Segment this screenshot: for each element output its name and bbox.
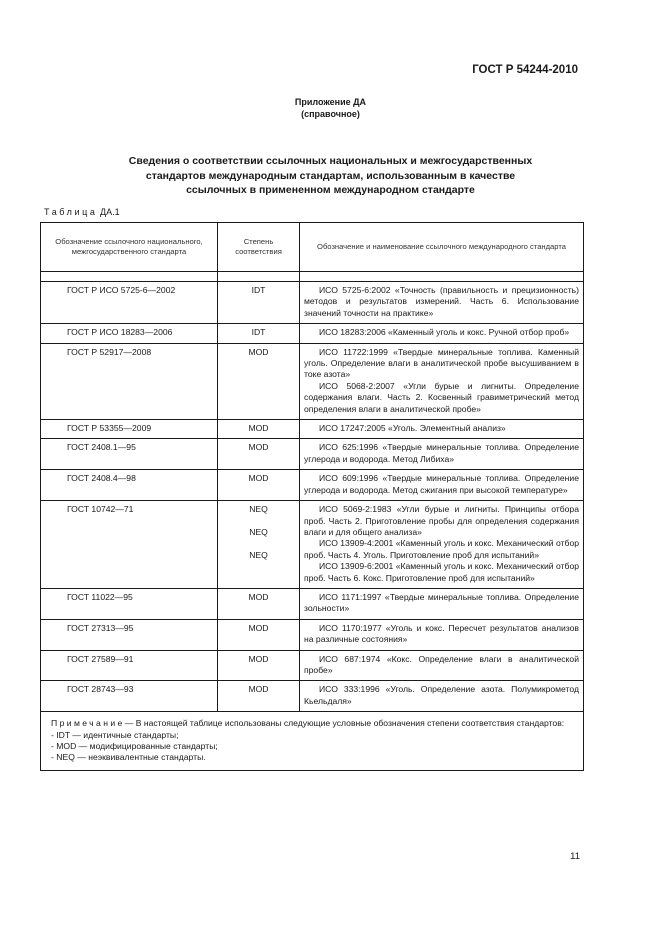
appendix-title: Приложение ДА [294, 97, 367, 107]
iso-standard-entry: ИСО 1171:1997 «Твердые минеральные топлива. Определение зольности» [304, 591, 579, 614]
table-row [41, 343, 584, 419]
degree-value: IDT [251, 327, 266, 338]
cell-degree [218, 650, 300, 681]
cell-standard: ГОСТ 10742—71 [41, 501, 218, 589]
table-body [41, 282, 584, 712]
table-row [41, 681, 584, 712]
cell-iso [300, 681, 584, 712]
cell-degree [218, 588, 300, 619]
cell-degree [218, 343, 300, 419]
degree-value: MOD [248, 653, 269, 664]
degree-value: MOD [248, 442, 269, 453]
cell-standard: ГОСТ 2408.1—95 [41, 439, 218, 470]
cell-standard: ГОСТ 27589—91 [41, 650, 218, 681]
table-note [41, 712, 584, 771]
column-header-degree: Степень соответствия [218, 223, 300, 272]
cell-standard: ГОСТ Р 53355—2009 [41, 420, 218, 439]
degree-value: NEQ [249, 504, 268, 515]
table-row [41, 501, 584, 589]
document-title [80, 154, 581, 198]
degree-value: MOD [248, 684, 269, 695]
degree-value [222, 515, 295, 526]
cell-standard: ГОСТ Р ИСО 5725-6—2002 [41, 282, 218, 324]
document-title-line: ссылочных в примененном международном стандарте [186, 184, 475, 196]
degree-value: MOD [248, 346, 269, 357]
cell-iso [300, 470, 584, 501]
iso-standard-entry: ИСО 687:1974 «Кокс. Определение влаги в аналитической пробе» [304, 653, 579, 675]
note-item: - MOD — модифицированные стандарты; [51, 741, 218, 751]
cell-iso [300, 650, 584, 681]
table-caption [44, 207, 120, 217]
note-text: — В настоящей таблице использованы следующие условные обозначения степени соответствия стандартов: [124, 718, 565, 729]
cell-degree [218, 501, 300, 589]
iso-standard-entry: ИСО 5068-2:2007 «Угли бурые и лигниты. Определение содержания влаги. Часть 2. Косвенный гравиметрический метод определения влаги в аналитической пробе» [304, 380, 579, 414]
cell-iso [300, 324, 584, 343]
cell-standard: ГОСТ Р 52917—2008 [41, 343, 218, 419]
cell-standard: ГОСТ 27313—95 [41, 619, 218, 650]
cell-iso [300, 420, 584, 439]
iso-standard-entry: ИСО 13909-4:2001 «Каменный уголь и кокс. Механический отбор проб. Часть 4. Уголь. Приготовление проб для испытаний» [304, 538, 579, 560]
table-caption-label: Таблица [44, 207, 98, 217]
cell-iso [300, 588, 584, 619]
cell-iso [300, 501, 584, 589]
cell-degree [218, 420, 300, 439]
table-caption-id: ДА.1 [100, 207, 120, 217]
cell-standard: ГОСТ 11022—95 [41, 588, 218, 619]
table-row [41, 282, 584, 324]
iso-standard-entry: ИСО 17247:2005 «Уголь. Элементный анализ» [319, 423, 506, 434]
table-row [41, 650, 584, 681]
table-row [41, 324, 584, 343]
cell-iso [300, 343, 584, 419]
cell-iso [300, 439, 584, 470]
cell-standard: ГОСТ Р ИСО 18283—2006 [41, 324, 218, 343]
degree-value: MOD [248, 591, 269, 602]
appendix-subtitle: (справочное) [301, 109, 360, 119]
cell-iso [300, 282, 584, 324]
cell-degree [218, 619, 300, 650]
cell-standard: ГОСТ 2408.4—98 [41, 470, 218, 501]
document-title-line: Сведения о соответствии ссылочных национальных и межгосударственных [128, 155, 533, 167]
cell-degree [218, 470, 300, 501]
table-row [41, 420, 584, 439]
iso-standard-entry: ИСО 13909-6:2001 «Каменный уголь и кокс. Механический отбор проб. Часть 6. Кокс. Приготовление проб для испытаний» [304, 561, 579, 583]
cell-standard: ГОСТ 28743—93 [41, 681, 218, 712]
table-row [41, 470, 584, 501]
degree-value: NEQ [249, 549, 268, 560]
cell-degree [218, 439, 300, 470]
iso-standard-entry: ИСО 5069-2:1983 «Угли бурые и лигниты. Принципы отбора проб. Часть 2. Приготовление пробы для определения содержания влаги и для общего анализа» [304, 504, 579, 537]
table-row [41, 619, 584, 650]
iso-standard-entry: ИСО 18283:2006 «Каменный уголь и кокс. Ручной отбор проб» [319, 327, 570, 338]
iso-standard-entry: ИСО 625:1996 «Твердые минеральные топлива. Определение углерода и водорода. Метод Либиха» [304, 442, 579, 464]
cell-degree [218, 282, 300, 324]
table-row [41, 439, 584, 470]
cell-iso [300, 619, 584, 650]
table-row [41, 588, 584, 619]
note-label: Примечание [51, 718, 125, 729]
degree-value: MOD [248, 622, 269, 633]
iso-standard-entry: ИСО 609:1996 «Твердые минеральные топлива. Определение углерода и водорода. Метод сжигания при высокой температуре» [304, 473, 579, 495]
iso-standard-entry: ИСО 1170:1977 «Уголь и кокс. Пересчет результатов анализов на различные состояния» [304, 622, 579, 645]
column-header-iso: Обозначение и наименование ссылочного международного стандарта [300, 223, 584, 272]
cell-degree [218, 324, 300, 343]
iso-standard-entry: ИСО 11722:1999 «Твердые минеральные топлива. Каменный уголь. Определение влаги в аналитической пробе высушиванием в токе азота» [304, 346, 579, 380]
cell-degree [218, 681, 300, 712]
standards-table [40, 222, 584, 771]
note-item: - NEQ — неэквивалентные стандарты. [51, 752, 206, 763]
degree-value: NEQ [249, 526, 268, 537]
page-number: 11 [570, 851, 580, 862]
column-header-standard: Обозначение ссылочного национального, межгосударственного стандарта [41, 223, 218, 272]
standard-number: ГОСТ Р 54244-2010 [472, 64, 578, 76]
degree-value: MOD [248, 473, 269, 484]
note-item: - IDT — идентичные стандарты; [51, 729, 179, 740]
iso-standard-entry: ИСО 333:1996 «Уголь. Определение азота. Полумикрометод Кьельдаля» [304, 684, 579, 706]
document-title-line: стандартов международным стандартам, использованным в качестве [145, 169, 516, 182]
iso-standard-entry: ИСО 5725-6:2002 «Точность (правильность и прецизионность) методов и результатов измерений. Часть 6. Использование значений точности на практике» [304, 285, 579, 318]
degree-value: MOD [248, 423, 269, 434]
degree-value [222, 538, 295, 549]
degree-value: IDT [251, 285, 266, 295]
